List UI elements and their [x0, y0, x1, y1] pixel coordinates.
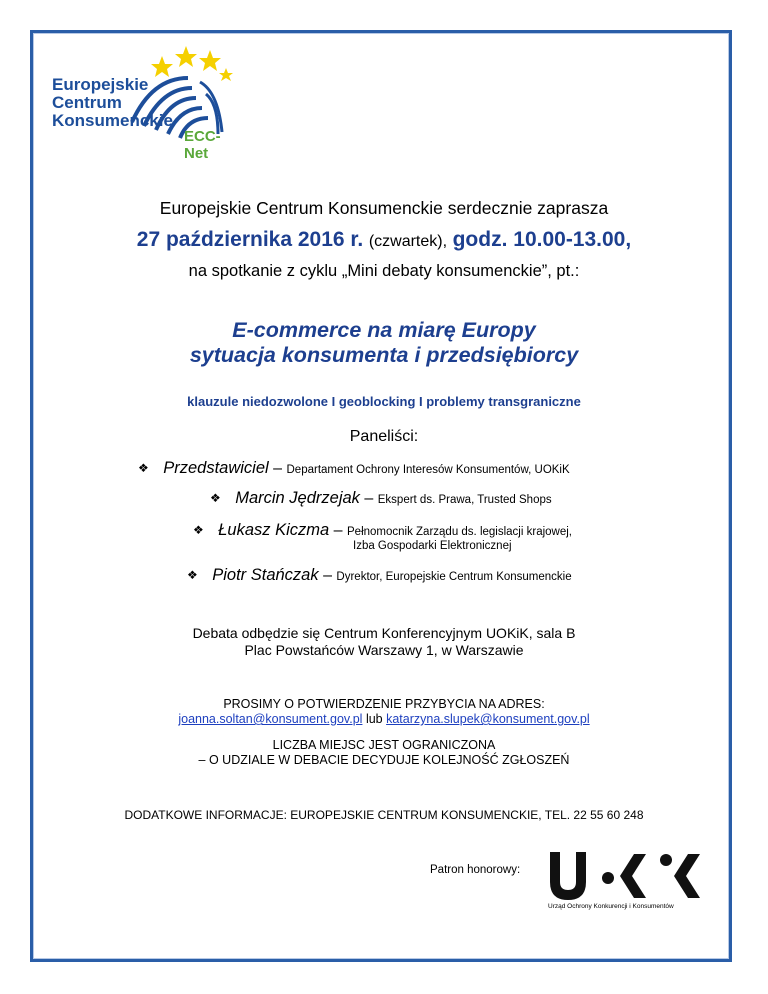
- logo-line2: Centrum: [52, 93, 122, 112]
- uokik-logo: [546, 848, 706, 920]
- invite-line: Europejskie Centrum Konsumenckie serdecznie zaprasza: [159, 198, 609, 218]
- panelist-dash: –: [364, 490, 374, 507]
- panelist-name: Piotr Stańczak: [212, 566, 319, 584]
- email-link-slupek[interactable]: katarzyna.slupek@konsument.gov.pl: [386, 712, 590, 726]
- panelist-desc-line2: Izba Gospodarki Elektronicznej: [353, 540, 512, 552]
- panelist-name: Łukasz Kiczma: [218, 521, 330, 539]
- event-date: 27 października 2016 r.: [136, 228, 364, 251]
- panelist-dash: –: [323, 567, 332, 584]
- email-link-soltan[interactable]: joanna.soltan@konsument.gov.pl: [178, 712, 363, 726]
- seat-limit-notice: [30, 738, 738, 768]
- panelist-dash: –: [273, 460, 283, 477]
- panelist-item: [210, 489, 552, 508]
- panelist-item: [193, 521, 572, 540]
- rsvp-info: [30, 697, 738, 727]
- event-time: godz. 10.00-13.00,: [452, 228, 632, 251]
- panelist-dash: –: [333, 522, 343, 539]
- rsvp-heading: PROSIMY O POTWIERDZENIE PRZYBYCIA NA ADRES:: [223, 697, 545, 711]
- logo-ecc-net: ECC-Net: [184, 128, 221, 162]
- panelist-name: Marcin Jędrzejak: [235, 489, 360, 507]
- diamond-bullet-icon: ❖: [187, 568, 198, 582]
- additional-info: DODATKOWE INFORMACJE: EUROPEJSKIE CENTRUM KONSUMENCKIE, TEL. 22 55 60 248: [124, 808, 644, 822]
- panelist-name: Przedstawiciel: [163, 459, 269, 477]
- limit-line2: – O UDZIALE W DEBACIE DECYDUJE KOLEJNOŚĆ ZGŁOSZEŃ: [198, 753, 570, 767]
- event-datetime: [30, 228, 738, 252]
- panelist-desc: Ekspert ds. Prawa, Trusted Shops: [377, 494, 552, 506]
- uokik-caption: Urząd Ochrony Konkurencji i Konsumentów: [548, 903, 674, 910]
- logo-line1: Europejskie: [52, 75, 149, 94]
- diamond-bullet-icon: ❖: [193, 523, 204, 537]
- patron-label: Patron honorowy:: [430, 864, 521, 876]
- logo-line3: Konsumenckie: [52, 111, 173, 130]
- limit-line1: LICZBA MIEJSC JEST OGRANICZONA: [272, 738, 496, 752]
- ecc-logo: [52, 42, 242, 162]
- uokik-mark-icon: [546, 848, 706, 902]
- panelist-desc: Pełnomocnik Zarządu ds. legislacji krajowej,: [347, 526, 572, 538]
- venue-line2: Plac Powstańców Warszawy 1, w Warszawie: [244, 642, 524, 658]
- title-line2: sytuacja konsumenta i przedsiębiorcy: [189, 343, 579, 367]
- panelist-desc: Dyrektor, Europejskie Centrum Konsumenckie: [336, 571, 572, 583]
- event-subtitle: klauzule niedozwolone I geoblocking I problemy transgraniczne: [187, 394, 581, 409]
- title-line1: E-commerce na miarę Europy: [232, 318, 536, 342]
- panelist-item: [187, 566, 572, 585]
- rsvp-or: lub: [365, 712, 383, 726]
- venue-line1: Debata odbędzie się Centrum Konferencyjnym UOKiK, sala B: [192, 625, 576, 641]
- venue-info: [30, 625, 738, 659]
- diamond-bullet-icon: ❖: [210, 491, 221, 505]
- diamond-bullet-icon: ❖: [138, 461, 149, 475]
- panelist-desc: Departament Ochrony Interesów Konsumentów, UOKiK: [286, 464, 570, 476]
- series-line: na spotkanie z cyklu „Mini debaty konsumenckie”, pt.:: [188, 262, 580, 280]
- panelists-heading: Paneliści:: [349, 428, 419, 445]
- event-title: [30, 318, 738, 368]
- event-weekday: (czwartek),: [368, 233, 448, 250]
- panelist-item: [138, 459, 570, 478]
